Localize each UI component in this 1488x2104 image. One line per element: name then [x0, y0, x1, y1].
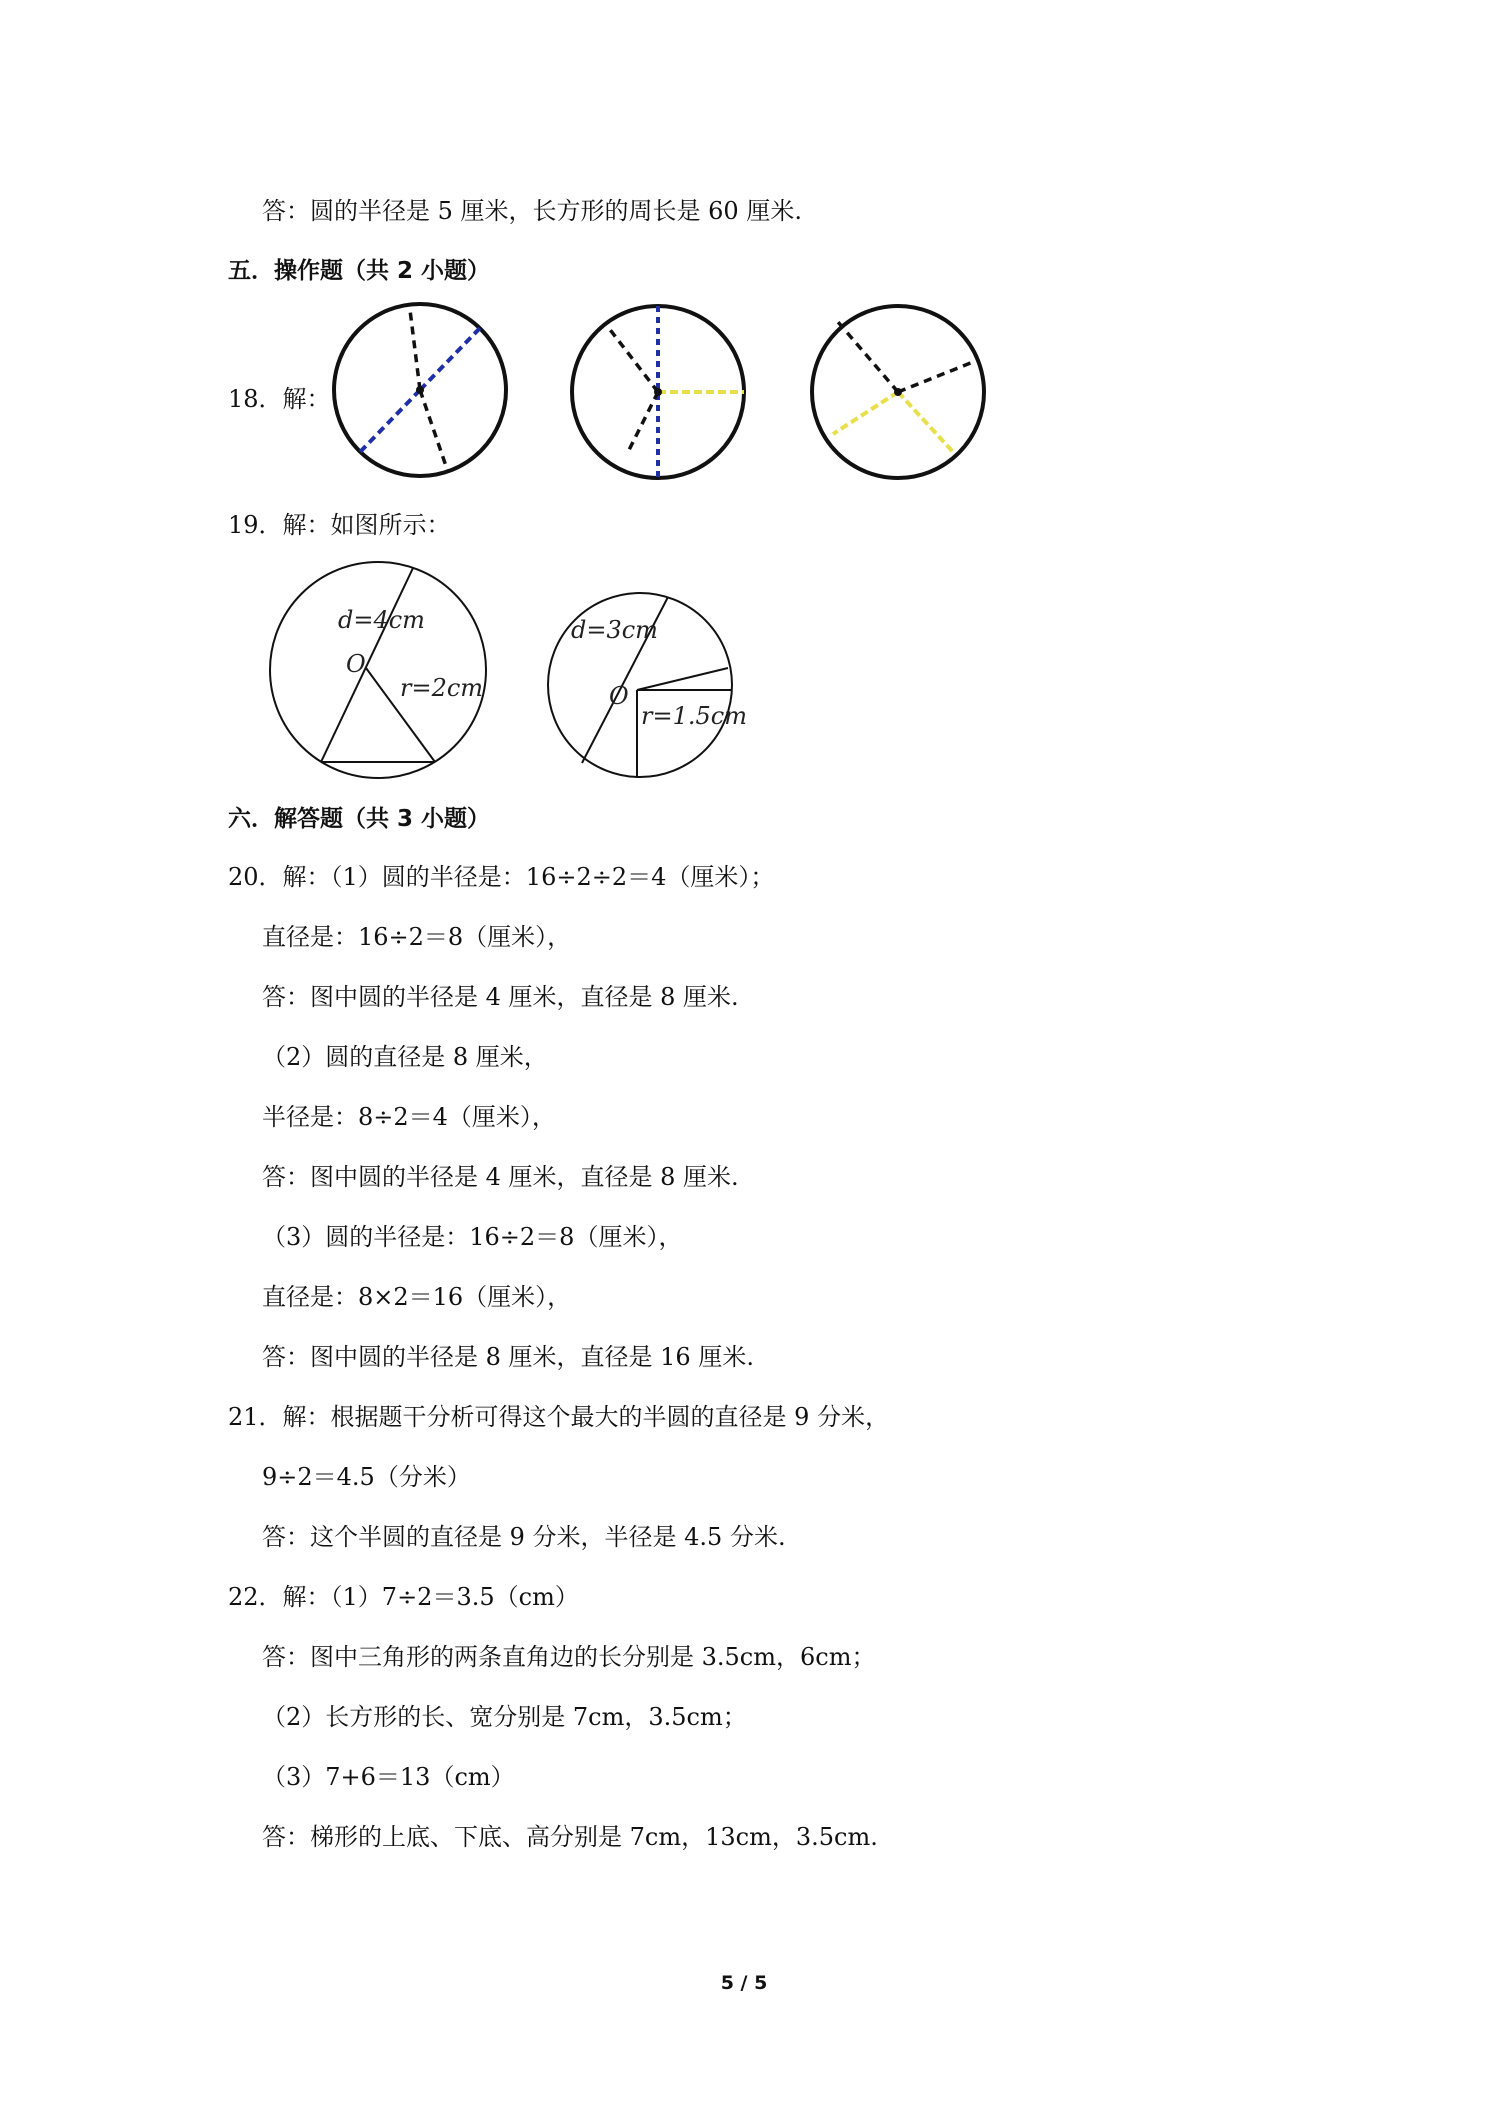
q18-label: 18．解： [228, 385, 331, 413]
q19-fig1-center-label: O [346, 650, 366, 678]
q18-circle-2 [568, 302, 748, 482]
section5-heading: 五．操作题（共 2 小题） [228, 258, 491, 284]
q21-line-2: 9÷2＝4.5（分米） [262, 1463, 471, 1491]
q20-line-6: 答：图中圆的半径是 4 厘米，直径是 8 厘米. [262, 1163, 739, 1191]
q21-line-1: 21．解：根据题干分析可得这个最大的半圆的直径是 9 分米， [228, 1403, 890, 1431]
q19-fig2-radius-label: r=1.5cm [641, 702, 747, 730]
q20-line-1: 20．解：（1）圆的半径是：16÷2÷2＝4（厘米）； [228, 863, 775, 891]
q19-fig2-diameter-label: d=3cm [571, 616, 658, 644]
q20-line-4: （2）圆的直径是 8 厘米， [262, 1043, 548, 1071]
prev-answer: 答：圆的半径是 5 厘米，长方形的周长是 60 厘米. [262, 197, 802, 225]
q20-line-9: 答：图中圆的半径是 8 厘米，直径是 16 厘米. [262, 1343, 754, 1371]
q22-line-1: 22．解：（1）7÷2＝3.5（cm） [228, 1583, 579, 1611]
q19-fig1-radius-label: r=2cm [400, 674, 484, 702]
q20-line-8: 直径是：8×2＝16（厘米）， [262, 1283, 572, 1311]
q19-fig1-diameter-label: d=4cm [338, 606, 425, 634]
page-number: 5 / 5 [720, 1972, 768, 1994]
section6-heading: 六．解答题（共 3 小题） [228, 806, 491, 832]
q18-circle-3 [808, 302, 988, 482]
q19-circle-2 [545, 590, 747, 780]
q20-line-7: （3）圆的半径是：16÷2＝8（厘米）， [262, 1223, 683, 1251]
q19-label: 19．解：如图所示： [228, 511, 451, 539]
q20-line-3: 答：图中圆的半径是 4 厘米，直径是 8 厘米. [262, 983, 739, 1011]
q18-circle-1 [330, 300, 510, 480]
q22-line-3: （2）长方形的长、宽分别是 7cm，3.5cm； [262, 1703, 747, 1731]
q22-line-5: 答：梯形的上底、下底、高分别是 7cm，13cm，3.5cm. [262, 1823, 878, 1851]
q22-line-4: （3）7+6＝13（cm） [262, 1763, 515, 1791]
q22-line-2: 答：图中三角形的两条直角边的长分别是 3.5cm，6cm； [262, 1643, 876, 1671]
q20-line-2: 直径是：16÷2＝8（厘米）， [262, 923, 572, 951]
q19-fig2-center-label: O [609, 682, 629, 710]
q19-circle-1 [268, 560, 488, 780]
q21-line-3: 答：这个半圆的直径是 9 分米，半径是 4.5 分米. [262, 1523, 786, 1551]
q20-line-5: 半径是：8÷2＝4（厘米）， [262, 1103, 556, 1131]
